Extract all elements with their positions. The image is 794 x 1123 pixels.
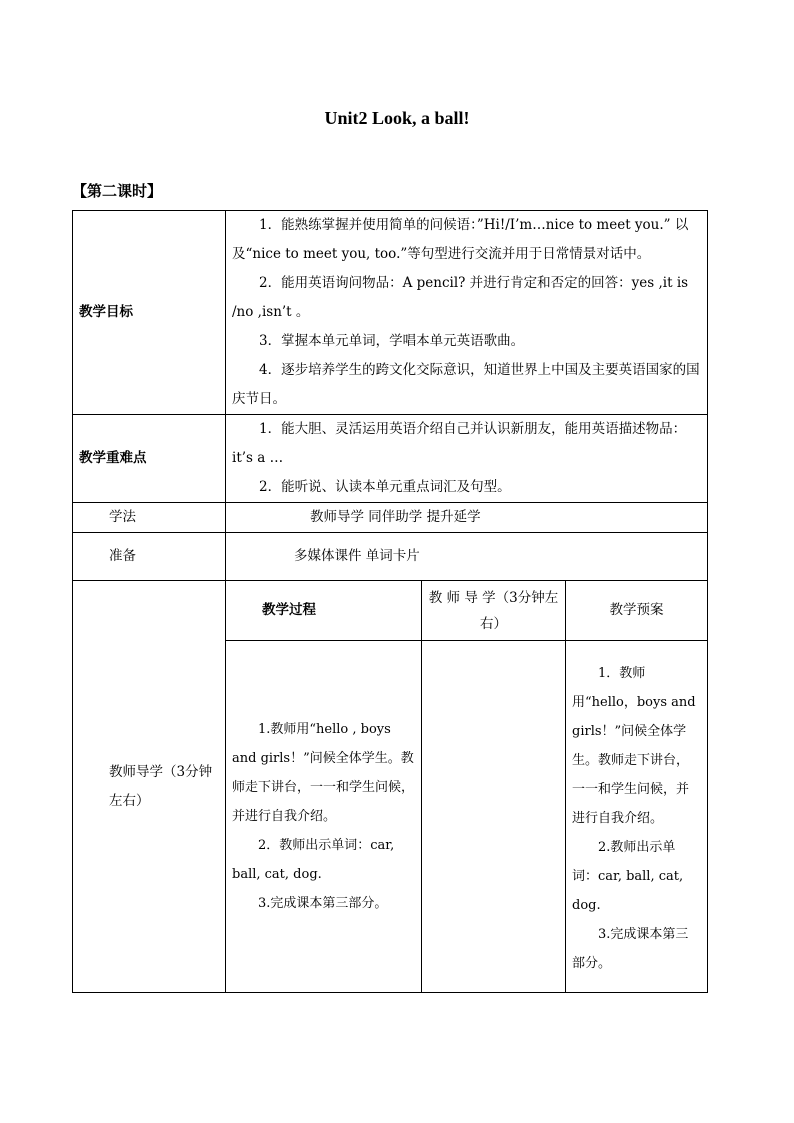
process-header-3: 教学预案	[566, 581, 708, 641]
method-label: 学法	[73, 503, 226, 533]
method-row	[73, 503, 708, 533]
plan-step: 3.完成课本第三部分。	[572, 927, 689, 971]
process-side-label: 教师导学（3分钟左右）	[73, 581, 226, 993]
lesson-label: 【第二课时】	[72, 182, 163, 200]
goal-item: 2．能用英语询问物品：A pencil? 并进行肯定和否定的回答：yes ,it is /no ,isn’t 。	[232, 275, 689, 320]
process-col-1	[226, 641, 422, 993]
prep-value: 多媒体课件 单词卡片	[226, 533, 708, 581]
key-point-item: 2．能听说、认读本单元重点词汇及句型。	[259, 479, 511, 495]
lesson-plan-table	[72, 210, 708, 993]
page-title: Unit2 Look, a ball!	[324, 108, 470, 128]
key-points-row	[73, 415, 708, 503]
goal-item: 4．逐步培养学生的跨文化交际意识，知道世界上中国及主要英语国家的国庆节日。	[232, 362, 700, 407]
process-header-2: 教 师 导 学（3分钟左右）	[422, 581, 566, 641]
process-col-3	[566, 641, 708, 993]
key-points-content	[226, 415, 708, 503]
process-step: 1.教师用“hello , boys and girls！”问候全体学生。教师走下讲台，一一和学生问候，并进行自我介绍。	[232, 722, 415, 824]
process-header-row	[73, 581, 708, 641]
goal-item: 1．能熟练掌握并使用简单的问候语：”Hi!/I’m…nice to meet you.” 以及“nice to meet you, too.”等句型进行交流并用于日常情景对话中。	[232, 217, 689, 262]
key-point-item: 1．能大胆、灵活运用英语介绍自己并认识新朋友，能用英语描述物品：it’s a …	[232, 421, 687, 466]
plan-step: 2.教师出示单词：car, ball, cat, dog.	[572, 840, 684, 913]
process-col-2	[422, 641, 566, 993]
prep-label: 准备	[73, 533, 226, 581]
process-header-1: 教学过程	[226, 581, 422, 641]
goals-label: 教学目标	[73, 211, 226, 415]
process-step: 2．教师出示单词：car, ball, cat, dog.	[232, 838, 395, 882]
goal-item: 3．掌握本单元单词，学唱本单元英语歌曲。	[259, 333, 525, 349]
prep-row	[73, 533, 708, 581]
goals-row	[73, 211, 708, 415]
method-value: 教师导学 同伴助学 提升延学	[226, 503, 708, 533]
process-step: 3.完成课本第三部分。	[258, 896, 388, 911]
key-points-label: 教学重难点	[73, 415, 226, 503]
goals-content	[226, 211, 708, 415]
plan-step: 1．教师用“hello，boys and girls！”问候全体学生。教师走下讲台，一一和学生问候，并进行自我介绍。	[572, 666, 696, 826]
